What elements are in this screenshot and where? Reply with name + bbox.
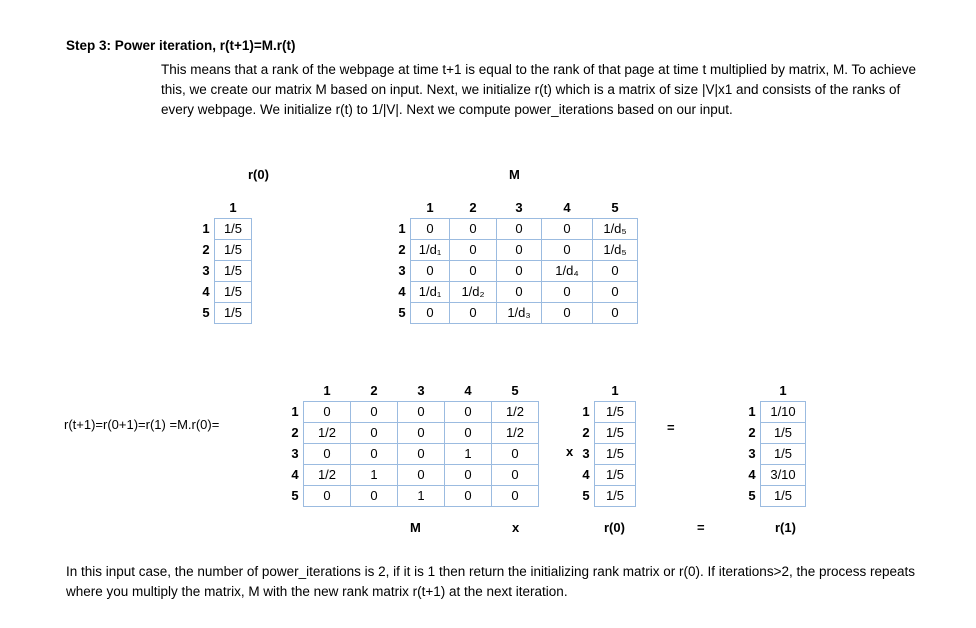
matrix-cell: 0 <box>542 240 593 261</box>
matrix-cell: 0 <box>411 219 450 240</box>
matrix-cell: 0 <box>593 261 638 282</box>
matrix-cell: 1/5 <box>215 261 252 282</box>
corner-cell <box>394 198 411 219</box>
matrix-cell: 0 <box>497 261 542 282</box>
matrix-cell: 0 <box>445 465 492 486</box>
row-header: 2 <box>398 242 406 257</box>
matrix-cell: 0 <box>542 219 593 240</box>
matrix-cell: 0 <box>593 282 638 303</box>
corner-cell <box>744 381 761 402</box>
matrix-row <box>578 423 636 444</box>
row-header: 4 <box>582 467 590 482</box>
r0-matrix-top <box>198 198 252 324</box>
caption-r1: r(1) <box>775 520 796 535</box>
matrix-cell: 0 <box>445 423 492 444</box>
corner-cell <box>198 198 215 219</box>
matrix-cell: 1 <box>445 444 492 465</box>
matrix-cell: 1/5 <box>215 240 252 261</box>
column-header: 1 <box>426 200 434 215</box>
matrix-cell: 1/5 <box>215 282 252 303</box>
equation-label: r(t+1)=r(0+1)=r(1) =M.r(0)= <box>64 417 220 432</box>
matrix-table <box>578 381 636 507</box>
matrix-cell: 1/d₅ <box>593 219 638 240</box>
row-header: 4 <box>398 284 406 299</box>
matrix-cell: 1/d₁ <box>411 240 450 261</box>
row-header: 1 <box>582 404 590 419</box>
matrix-row <box>744 402 806 423</box>
matrix-row <box>578 486 636 507</box>
matrix-row <box>744 444 806 465</box>
matrix-cell: 1/5 <box>761 423 806 444</box>
matrix-table <box>744 381 806 507</box>
column-header: 2 <box>469 200 477 215</box>
r0-label-top: r(0) <box>248 167 269 182</box>
row-header: 2 <box>291 425 299 440</box>
matrix-cell: 0 <box>351 444 398 465</box>
matrix-row <box>198 282 252 303</box>
row-header: 3 <box>582 446 590 461</box>
matrix-table <box>198 198 252 324</box>
matrix-cell: 0 <box>593 303 638 324</box>
column-header: 4 <box>464 383 472 398</box>
caption-x: x <box>512 520 520 535</box>
matrix-cell: 1/d₁ <box>411 282 450 303</box>
matrix-cell: 0 <box>445 486 492 507</box>
row-header: 5 <box>582 488 590 503</box>
matrix-cell: 0 <box>450 219 497 240</box>
matrix-cell: 1/d₅ <box>593 240 638 261</box>
row-header: 2 <box>202 242 210 257</box>
matrix-row <box>394 219 638 240</box>
matrix-cell: 0 <box>450 240 497 261</box>
column-header: 4 <box>563 200 571 215</box>
matrix-cell: 1/5 <box>761 486 806 507</box>
matrix-cell: 0 <box>351 402 398 423</box>
matrix-row <box>198 240 252 261</box>
r1-vector <box>744 381 806 507</box>
matrix-cell: 1/2 <box>304 465 351 486</box>
matrix-row <box>287 402 539 423</box>
row-header: 3 <box>398 263 406 278</box>
matrix-cell: 0 <box>450 261 497 282</box>
matrix-cell: 1/d₃ <box>497 303 542 324</box>
matrix-cell: 0 <box>542 303 593 324</box>
row-header: 5 <box>748 488 756 503</box>
matrix-cell: 0 <box>450 303 497 324</box>
row-header: 1 <box>398 221 406 236</box>
row-header: 1 <box>748 404 756 419</box>
column-header: 1 <box>323 383 331 398</box>
m-matrix-symbolic <box>394 198 638 324</box>
column-header: 5 <box>511 383 519 398</box>
matrix-cell: 1/5 <box>595 486 636 507</box>
caption-r0: r(0) <box>604 520 625 535</box>
matrix-row <box>394 240 638 261</box>
matrix-cell: 0 <box>411 303 450 324</box>
matrix-cell: 0 <box>351 486 398 507</box>
r0-vector-bottom <box>578 381 636 507</box>
caption-m: M <box>410 520 421 535</box>
matrix-cell: 0 <box>492 465 539 486</box>
matrix-cell: 0 <box>497 240 542 261</box>
row-header: 3 <box>748 446 756 461</box>
column-header: 1 <box>779 383 787 398</box>
matrix-cell: 0 <box>492 486 539 507</box>
matrix-cell: 0 <box>497 219 542 240</box>
m-matrix-numeric <box>287 381 539 507</box>
matrix-row <box>744 465 806 486</box>
row-header: 3 <box>202 263 210 278</box>
multiply-symbol: x <box>566 444 574 459</box>
row-header: 1 <box>202 221 210 236</box>
column-header: 1 <box>229 200 237 215</box>
column-header: 3 <box>515 200 523 215</box>
column-header: 1 <box>611 383 619 398</box>
equals-symbol: = <box>667 420 675 435</box>
matrix-cell: 0 <box>304 402 351 423</box>
matrix-row <box>744 486 806 507</box>
corner-cell <box>578 381 595 402</box>
matrix-cell: 0 <box>398 465 445 486</box>
matrix-cell: 0 <box>398 402 445 423</box>
caption-equals: = <box>697 520 705 535</box>
matrix-cell: 1/5 <box>595 444 636 465</box>
matrix-cell: 0 <box>398 423 445 444</box>
matrix-row <box>287 444 539 465</box>
matrix-cell: 1 <box>398 486 445 507</box>
matrix-cell: 0 <box>351 423 398 444</box>
matrix-row <box>394 282 638 303</box>
matrix-cell: 1/5 <box>595 465 636 486</box>
footer-paragraph: In this input case, the number of power_iterations is 2, if it is 1 then return the initializing rank matrix or r(0). If iterations>2, the process repeats where you multiply the matrix, M with the new rank matrix r(t+1) at the next iteration. <box>66 564 916 599</box>
corner-cell <box>287 381 304 402</box>
row-header: 3 <box>291 446 299 461</box>
matrix-row <box>744 423 806 444</box>
matrix-row <box>578 402 636 423</box>
matrix-row <box>198 219 252 240</box>
matrix-cell: 3/10 <box>761 465 806 486</box>
row-header: 2 <box>582 425 590 440</box>
matrix-cell: 0 <box>445 402 492 423</box>
matrix-cell: 1/5 <box>761 444 806 465</box>
matrix-cell: 1/2 <box>304 423 351 444</box>
row-header: 5 <box>291 488 299 503</box>
column-header: 5 <box>611 200 619 215</box>
matrix-cell: 0 <box>542 282 593 303</box>
matrix-row <box>578 444 636 465</box>
matrix-cell: 1/2 <box>492 402 539 423</box>
matrix-cell: 0 <box>497 282 542 303</box>
matrix-row <box>198 261 252 282</box>
row-header: 2 <box>748 425 756 440</box>
matrix-cell: 1/5 <box>215 303 252 324</box>
intro-paragraph: This means that a rank of the webpage at time t+1 is equal to the rank of that page at time t multiplied by matrix, M. To achieve this, we create our matrix M based on input. Next, we initialize r(t) which is a matrix of size |V|x1 and consists of the ranks of every webpage. We initialize r(t) to 1/|V|. Next we compute power_iterations based on our input. <box>161 62 917 117</box>
row-header: 4 <box>748 467 756 482</box>
matrix-row <box>287 465 539 486</box>
matrix-row <box>287 423 539 444</box>
matrix-cell: 1/5 <box>215 219 252 240</box>
matrix-row <box>287 486 539 507</box>
matrix-cell: 1 <box>351 465 398 486</box>
matrix-cell: 1/5 <box>595 402 636 423</box>
matrix-cell: 0 <box>304 486 351 507</box>
matrix-table <box>394 198 638 324</box>
row-header: 1 <box>291 404 299 419</box>
matrix-cell: 0 <box>411 261 450 282</box>
matrix-row <box>578 465 636 486</box>
matrix-row <box>198 303 252 324</box>
matrix-cell: 1/10 <box>761 402 806 423</box>
m-label-top: M <box>509 167 520 182</box>
matrix-cell: 1/d₂ <box>450 282 497 303</box>
matrix-row <box>394 261 638 282</box>
row-header: 5 <box>398 305 406 320</box>
row-header: 4 <box>291 467 299 482</box>
column-header: 2 <box>370 383 378 398</box>
matrix-table <box>287 381 539 507</box>
matrix-cell: 0 <box>398 444 445 465</box>
row-header: 5 <box>202 305 210 320</box>
matrix-cell: 0 <box>492 444 539 465</box>
row-header: 4 <box>202 284 210 299</box>
column-header: 3 <box>417 383 425 398</box>
step-heading: Step 3: Power iteration, r(t+1)=M.r(t) <box>66 38 296 53</box>
matrix-cell: 0 <box>304 444 351 465</box>
matrix-cell: 1/5 <box>595 423 636 444</box>
matrix-cell: 1/d₄ <box>542 261 593 282</box>
matrix-row <box>394 303 638 324</box>
matrix-cell: 1/2 <box>492 423 539 444</box>
